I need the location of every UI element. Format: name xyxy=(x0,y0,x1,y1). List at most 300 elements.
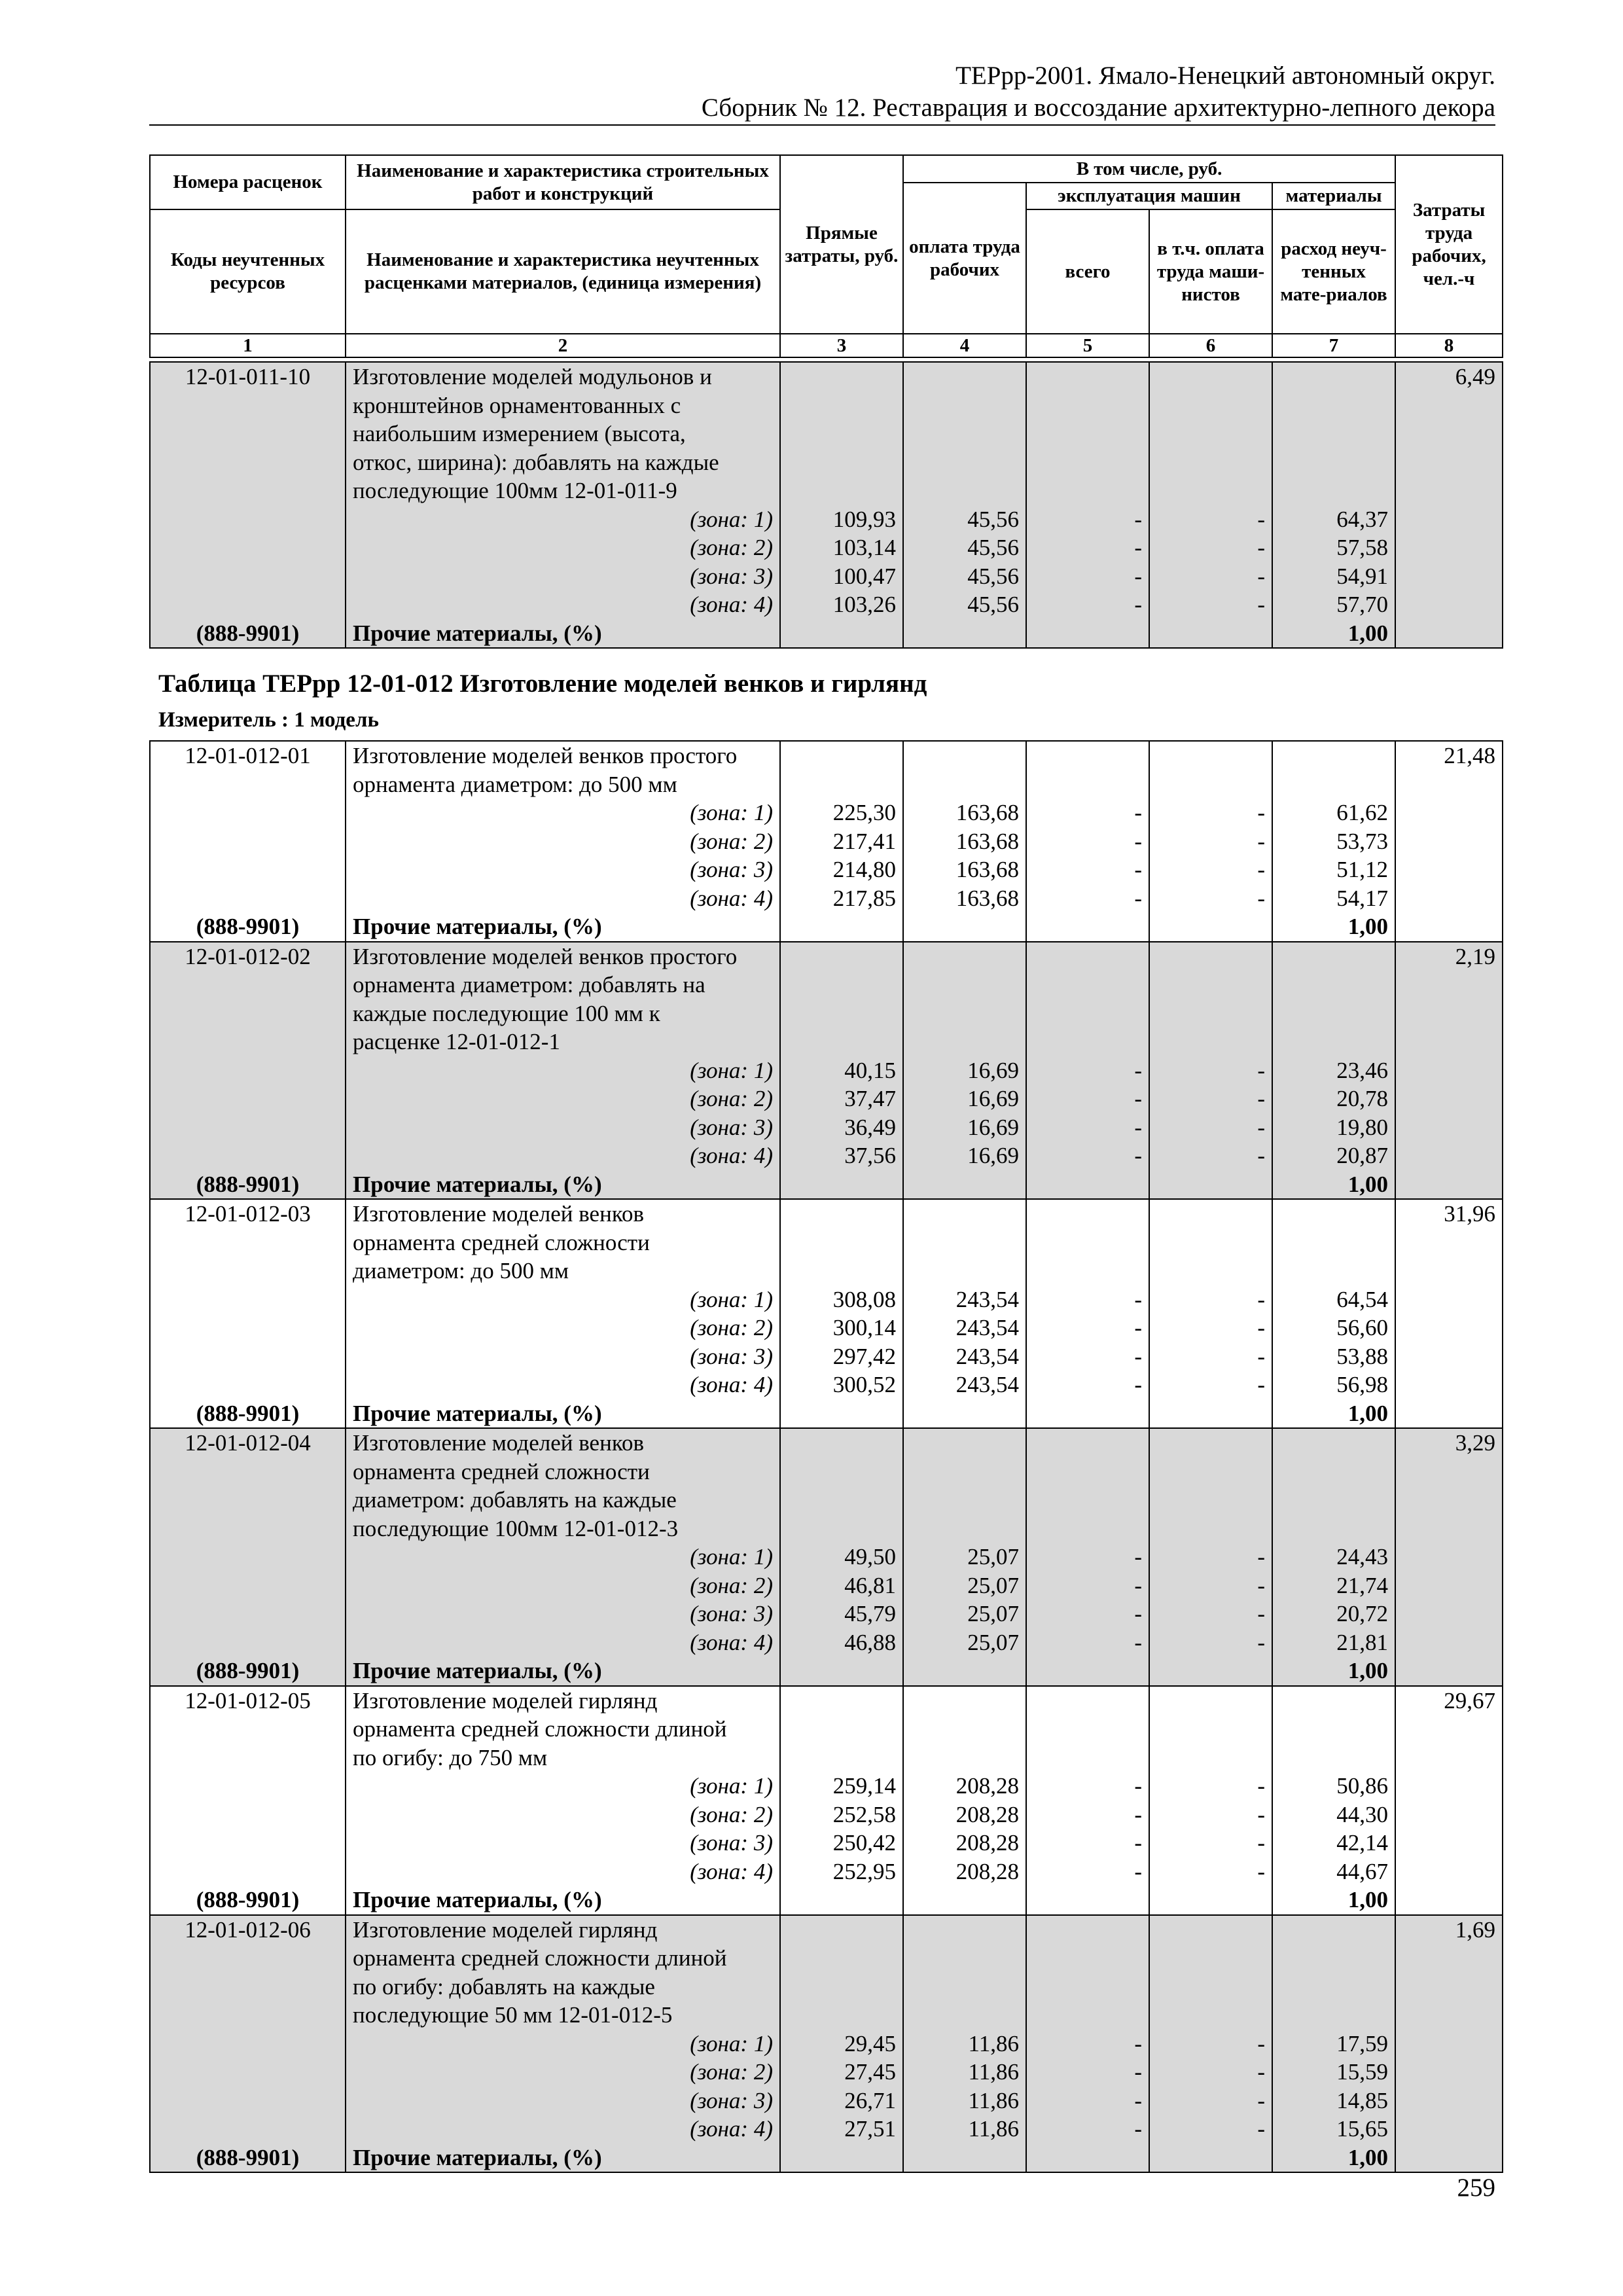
machinist-wage: - xyxy=(1149,1772,1272,1801)
empty-cell xyxy=(150,1056,346,1085)
empty-cell xyxy=(903,1399,1026,1429)
empty-cell xyxy=(150,827,346,856)
empty-cell xyxy=(1395,1028,1503,1056)
empty-cell xyxy=(1395,2115,1503,2144)
rate-description-row xyxy=(150,741,1503,770)
empty-cell xyxy=(1026,1515,1149,1543)
empty-cell xyxy=(150,1486,346,1515)
wage-cost: 16,69 xyxy=(903,1056,1026,1085)
col-number-5: 5 xyxy=(1026,334,1149,357)
materials-cost: 19,80 xyxy=(1272,1113,1395,1142)
rate-description-row xyxy=(150,1486,1503,1515)
empty-cell xyxy=(1026,912,1149,942)
empty-cell xyxy=(1395,999,1503,1028)
zone-label: (зона: 1) xyxy=(346,798,780,827)
empty-cell xyxy=(1149,1515,1272,1543)
machine-total: - xyxy=(1026,505,1149,534)
empty-cell xyxy=(1395,1973,1503,2001)
col-number-6: 6 xyxy=(1149,334,1272,357)
rate-code: 12-01-012-03 xyxy=(150,1199,346,1229)
zone-row xyxy=(150,827,1503,856)
rate-code: 12-01-012-05 xyxy=(150,1686,346,1715)
machine-total: - xyxy=(1026,1543,1149,1571)
zone-label: (зона: 1) xyxy=(346,1772,780,1801)
zone-row xyxy=(150,2030,1503,2058)
empty-cell xyxy=(1395,1857,1503,1886)
empty-cell xyxy=(780,999,903,1028)
col-number-4: 4 xyxy=(903,334,1026,357)
empty-cell xyxy=(780,1458,903,1486)
materials-cost: 57,70 xyxy=(1272,590,1395,619)
empty-cell xyxy=(1395,770,1503,799)
empty-cell xyxy=(1395,1458,1503,1486)
labor-cost: 2,19 xyxy=(1395,942,1503,971)
zone-row xyxy=(150,1371,1503,1399)
wage-cost: 208,28 xyxy=(903,1829,1026,1857)
materials-cost: 44,67 xyxy=(1272,1857,1395,1886)
machinist-wage: - xyxy=(1149,590,1272,619)
rate-description-line: диаметром: до 500 мм xyxy=(346,1257,780,1285)
empty-cell xyxy=(1395,2001,1503,2030)
empty-cell xyxy=(1395,971,1503,999)
direct-cost: 252,95 xyxy=(780,1857,903,1886)
machinist-wage: - xyxy=(1149,798,1272,827)
empty-cell xyxy=(780,1257,903,1285)
misc-materials-row xyxy=(150,1399,1503,1429)
machine-total: - xyxy=(1026,1829,1149,1857)
empty-cell xyxy=(780,770,903,799)
empty-cell xyxy=(150,1772,346,1801)
empty-cell xyxy=(1026,1973,1149,2001)
rate-description-row xyxy=(150,942,1503,971)
direct-cost: 103,14 xyxy=(780,533,903,562)
empty-cell xyxy=(1395,1170,1503,1200)
empty-cell xyxy=(1395,391,1503,420)
wage-cost: 45,56 xyxy=(903,590,1026,619)
zone-label: (зона: 4) xyxy=(346,884,780,913)
empty-cell xyxy=(150,1829,346,1857)
machine-total: - xyxy=(1026,1600,1149,1628)
empty-cell xyxy=(1149,770,1272,799)
empty-cell xyxy=(903,999,1026,1028)
zone-row xyxy=(150,1285,1503,1314)
rate-description-line: Изготовление моделей венков простого xyxy=(346,942,780,971)
empty-cell xyxy=(1149,448,1272,477)
empty-cell xyxy=(903,1886,1026,1915)
empty-cell xyxy=(150,1113,346,1142)
materials-cost: 50,86 xyxy=(1272,1772,1395,1801)
rates-table-header xyxy=(149,154,1503,358)
machinist-wage: - xyxy=(1149,2030,1272,2058)
empty-cell xyxy=(1395,1944,1503,1973)
materials-cost: 54,91 xyxy=(1272,562,1395,591)
empty-cell xyxy=(1026,942,1149,971)
empty-cell xyxy=(1395,798,1503,827)
empty-cell xyxy=(1149,1399,1272,1429)
empty-cell xyxy=(1026,619,1149,649)
empty-cell xyxy=(150,2115,346,2144)
wage-cost: 163,68 xyxy=(903,827,1026,856)
empty-cell xyxy=(1149,942,1272,971)
machine-total: - xyxy=(1026,1772,1149,1801)
machine-total: - xyxy=(1026,1056,1149,1085)
machine-total: - xyxy=(1026,2058,1149,2087)
empty-cell xyxy=(150,1973,346,2001)
materials-cost: 51,12 xyxy=(1272,855,1395,884)
zone-row xyxy=(150,562,1503,591)
empty-cell xyxy=(1395,827,1503,856)
empty-cell xyxy=(903,912,1026,942)
machinist-wage: - xyxy=(1149,1829,1272,1857)
rate-description-line: кронштейнов орнаментованных с xyxy=(346,391,780,420)
empty-cell xyxy=(1395,1543,1503,1571)
misc-materials-row xyxy=(150,912,1503,942)
empty-cell xyxy=(1395,2058,1503,2087)
zone-row xyxy=(150,2115,1503,2144)
rate-description-row xyxy=(150,1744,1503,1772)
empty-cell xyxy=(150,1628,346,1657)
empty-cell xyxy=(903,1657,1026,1686)
zone-row xyxy=(150,884,1503,913)
wage-cost: 208,28 xyxy=(903,1857,1026,1886)
machinist-wage: - xyxy=(1149,505,1272,534)
empty-cell xyxy=(1272,420,1395,448)
zone-row xyxy=(150,1113,1503,1142)
wage-cost: 243,54 xyxy=(903,1371,1026,1399)
direct-cost: 300,52 xyxy=(780,1371,903,1399)
empty-cell xyxy=(1272,999,1395,1028)
empty-cell xyxy=(150,1085,346,1113)
misc-materials-label: Прочие материалы, (%) xyxy=(346,912,780,942)
rate-description-line: каждые последующие 100 мм к xyxy=(346,999,780,1028)
empty-cell xyxy=(1395,1801,1503,1829)
empty-cell xyxy=(1026,1170,1149,1200)
machinist-wage: - xyxy=(1149,1342,1272,1371)
empty-cell xyxy=(1395,1715,1503,1744)
empty-cell xyxy=(903,1028,1026,1056)
rate-description-row xyxy=(150,1915,1503,1945)
empty-cell xyxy=(1149,391,1272,420)
zone-row xyxy=(150,1085,1503,1113)
misc-materials-row xyxy=(150,1886,1503,1915)
wage-cost: 243,54 xyxy=(903,1342,1026,1371)
empty-cell xyxy=(780,1229,903,1257)
col-direct-costs: Прямые затраты, руб. xyxy=(780,155,903,334)
machine-total: - xyxy=(1026,827,1149,856)
labor-cost: 6,49 xyxy=(1395,362,1503,391)
empty-cell xyxy=(1149,1686,1272,1715)
machine-total: - xyxy=(1026,1141,1149,1170)
empty-cell xyxy=(1272,2001,1395,2030)
materials-cost: 42,14 xyxy=(1272,1829,1395,1857)
materials-cost: 57,58 xyxy=(1272,533,1395,562)
rate-description-line: орнамента средней сложности xyxy=(346,1458,780,1486)
empty-cell xyxy=(1026,1886,1149,1915)
empty-cell xyxy=(903,2144,1026,2173)
zone-label: (зона: 2) xyxy=(346,1085,780,1113)
empty-cell xyxy=(903,1915,1026,1945)
empty-cell xyxy=(780,942,903,971)
empty-cell xyxy=(1149,619,1272,649)
zone-row xyxy=(150,1772,1503,1801)
empty-cell xyxy=(1026,1915,1149,1945)
col-wages: оплата труда рабочих xyxy=(903,183,1026,334)
direct-cost: 36,49 xyxy=(780,1113,903,1142)
empty-cell xyxy=(1272,1486,1395,1515)
empty-cell xyxy=(1149,971,1272,999)
empty-cell xyxy=(150,1458,346,1486)
machine-total: - xyxy=(1026,1285,1149,1314)
machinist-wage: - xyxy=(1149,1543,1272,1571)
materials-cost: 64,37 xyxy=(1272,505,1395,534)
empty-cell xyxy=(903,741,1026,770)
empty-cell xyxy=(780,1399,903,1429)
wage-cost: 208,28 xyxy=(903,1801,1026,1829)
rate-description-row xyxy=(150,1686,1503,1715)
zone-label: (зона: 4) xyxy=(346,2115,780,2144)
empty-cell xyxy=(150,2001,346,2030)
empty-cell xyxy=(1026,362,1149,391)
machine-total: - xyxy=(1026,1857,1149,1886)
empty-cell xyxy=(150,1543,346,1571)
empty-cell xyxy=(1395,1657,1503,1686)
machinist-wage: - xyxy=(1149,1371,1272,1399)
machinist-wage: - xyxy=(1149,1314,1272,1342)
col-machinist-wages: в т.ч. оплата труда маши-нистов xyxy=(1149,209,1272,334)
direct-cost: 29,45 xyxy=(780,2030,903,2058)
machinist-wage: - xyxy=(1149,1857,1272,1886)
empty-cell xyxy=(1026,1028,1149,1056)
rate-description-row xyxy=(150,420,1503,448)
empty-cell xyxy=(903,1944,1026,1973)
zone-label: (зона: 4) xyxy=(346,1628,780,1657)
zone-label: (зона: 3) xyxy=(346,1600,780,1628)
empty-cell xyxy=(1149,1657,1272,1686)
running-header-title: ТЕРрр-2001. Ямало-Ненецкий автономный округ. xyxy=(955,62,1495,90)
empty-cell xyxy=(150,770,346,799)
empty-cell xyxy=(1272,741,1395,770)
empty-cell xyxy=(1395,2030,1503,2058)
empty-cell xyxy=(150,1314,346,1342)
empty-cell xyxy=(780,1744,903,1772)
rate-description-line: Изготовление моделей венков xyxy=(346,1428,780,1458)
empty-cell xyxy=(1026,1458,1149,1486)
rate-description-row xyxy=(150,2001,1503,2030)
col-number-3: 3 xyxy=(780,334,903,357)
empty-cell xyxy=(1026,1715,1149,1744)
wage-cost: 45,56 xyxy=(903,533,1026,562)
col-number-8: 8 xyxy=(1395,334,1503,357)
machinist-wage: - xyxy=(1149,1085,1272,1113)
direct-cost: 217,85 xyxy=(780,884,903,913)
machinist-wage: - xyxy=(1149,1571,1272,1600)
zone-label: (зона: 1) xyxy=(346,505,780,534)
empty-cell xyxy=(1395,1628,1503,1657)
wage-cost: 25,07 xyxy=(903,1543,1026,1571)
empty-cell xyxy=(1395,1600,1503,1628)
empty-cell xyxy=(780,1886,903,1915)
empty-cell xyxy=(1395,855,1503,884)
materials-cost: 21,81 xyxy=(1272,1628,1395,1657)
empty-cell xyxy=(1026,420,1149,448)
zone-label: (зона: 1) xyxy=(346,2030,780,2058)
direct-cost: 40,15 xyxy=(780,1056,903,1085)
machine-total: - xyxy=(1026,884,1149,913)
empty-cell xyxy=(150,505,346,534)
machine-total: - xyxy=(1026,1801,1149,1829)
misc-materials-value: 1,00 xyxy=(1272,1657,1395,1686)
empty-cell xyxy=(1395,1486,1503,1515)
empty-cell xyxy=(1149,1028,1272,1056)
zone-row xyxy=(150,533,1503,562)
empty-cell xyxy=(903,391,1026,420)
empty-cell xyxy=(150,562,346,591)
empty-cell xyxy=(1395,448,1503,477)
empty-cell xyxy=(1272,362,1395,391)
materials-cost: 56,60 xyxy=(1272,1314,1395,1342)
empty-cell xyxy=(1149,1973,1272,2001)
empty-cell xyxy=(1395,1056,1503,1085)
wage-cost: 25,07 xyxy=(903,1600,1026,1628)
empty-cell xyxy=(780,1515,903,1543)
empty-cell xyxy=(150,884,346,913)
empty-cell xyxy=(150,2058,346,2087)
wage-cost: 11,86 xyxy=(903,2087,1026,2115)
empty-cell xyxy=(1026,2001,1149,2030)
empty-cell xyxy=(1395,912,1503,942)
empty-cell xyxy=(903,2001,1026,2030)
zone-label: (зона: 4) xyxy=(346,1141,780,1170)
empty-cell xyxy=(1149,1886,1272,1915)
col-machine-exploitation: эксплуатация машин xyxy=(1026,183,1272,209)
zone-row xyxy=(150,1571,1503,1600)
machinist-wage: - xyxy=(1149,1628,1272,1657)
direct-cost: 37,56 xyxy=(780,1141,903,1170)
zone-row xyxy=(150,2087,1503,2115)
zone-row xyxy=(150,1056,1503,1085)
misc-materials-row xyxy=(150,619,1503,649)
direct-cost: 103,26 xyxy=(780,590,903,619)
empty-cell xyxy=(1026,1428,1149,1458)
direct-cost: 250,42 xyxy=(780,1829,903,1857)
misc-materials-label: Прочие материалы, (%) xyxy=(346,1657,780,1686)
zone-label: (зона: 3) xyxy=(346,2087,780,2115)
empty-cell xyxy=(903,420,1026,448)
empty-cell xyxy=(150,1744,346,1772)
misc-materials-value: 1,00 xyxy=(1272,1886,1395,1915)
rate-description-line: диаметром: добавлять на каждые xyxy=(346,1486,780,1515)
labor-cost: 3,29 xyxy=(1395,1428,1503,1458)
rate-description-row xyxy=(150,362,1503,391)
labor-cost: 31,96 xyxy=(1395,1199,1503,1229)
rate-description-line: орнамента средней сложности длиной xyxy=(346,1944,780,1973)
resource-code: (888-9901) xyxy=(150,1657,346,1686)
machine-total: - xyxy=(1026,1342,1149,1371)
empty-cell xyxy=(150,1028,346,1056)
direct-cost: 217,41 xyxy=(780,827,903,856)
empty-cell xyxy=(150,855,346,884)
empty-cell xyxy=(1026,391,1149,420)
empty-cell xyxy=(1272,1715,1395,1744)
empty-cell xyxy=(1395,1515,1503,1543)
empty-cell xyxy=(1026,476,1149,505)
wage-cost: 243,54 xyxy=(903,1285,1026,1314)
empty-cell xyxy=(150,590,346,619)
zone-row xyxy=(150,1314,1503,1342)
empty-cell xyxy=(150,1857,346,1886)
rate-description-line: последующие 100мм 12-01-012-3 xyxy=(346,1515,780,1543)
empty-cell xyxy=(903,942,1026,971)
empty-cell xyxy=(150,798,346,827)
zone-label: (зона: 2) xyxy=(346,1571,780,1600)
rate-description-line: по огибу: до 750 мм xyxy=(346,1744,780,1772)
empty-cell xyxy=(150,533,346,562)
empty-cell xyxy=(780,2144,903,2173)
empty-cell xyxy=(903,1686,1026,1715)
direct-cost: 45,79 xyxy=(780,1600,903,1628)
resource-code: (888-9901) xyxy=(150,1886,346,1915)
machine-total: - xyxy=(1026,1571,1149,1600)
zone-row xyxy=(150,798,1503,827)
machine-total: - xyxy=(1026,798,1149,827)
rate-description-row xyxy=(150,1715,1503,1744)
empty-cell xyxy=(780,1915,903,1945)
rate-description-line: наибольшим измерением (высота, xyxy=(346,420,780,448)
wage-cost: 208,28 xyxy=(903,1772,1026,1801)
zone-row xyxy=(150,1628,1503,1657)
empty-cell xyxy=(1395,1229,1503,1257)
rates-table xyxy=(149,740,1503,2173)
machine-total: - xyxy=(1026,1314,1149,1342)
wage-cost: 163,68 xyxy=(903,884,1026,913)
materials-cost: 64,54 xyxy=(1272,1285,1395,1314)
empty-cell xyxy=(1026,1657,1149,1686)
empty-cell xyxy=(1149,912,1272,942)
empty-cell xyxy=(1149,2144,1272,2173)
empty-cell xyxy=(150,2087,346,2115)
misc-materials-value: 1,00 xyxy=(1272,619,1395,649)
rate-description-line: откос, ширина): добавлять на каждые xyxy=(346,448,780,477)
empty-cell xyxy=(1395,1285,1503,1314)
zone-label: (зона: 1) xyxy=(346,1056,780,1085)
empty-cell xyxy=(903,1229,1026,1257)
empty-cell xyxy=(1395,1342,1503,1371)
empty-cell xyxy=(1026,2144,1149,2173)
empty-cell xyxy=(150,448,346,477)
empty-cell xyxy=(1149,476,1272,505)
wage-cost: 11,86 xyxy=(903,2030,1026,2058)
materials-cost: 21,74 xyxy=(1272,1571,1395,1600)
misc-materials-value: 1,00 xyxy=(1272,2144,1395,2173)
empty-cell xyxy=(1272,1744,1395,1772)
machinist-wage: - xyxy=(1149,562,1272,591)
zone-row xyxy=(150,1543,1503,1571)
misc-materials-value: 1,00 xyxy=(1272,1399,1395,1429)
empty-cell xyxy=(1149,1486,1272,1515)
empty-cell xyxy=(903,1257,1026,1285)
header-rule xyxy=(149,124,1495,126)
machine-total: - xyxy=(1026,590,1149,619)
empty-cell xyxy=(1149,362,1272,391)
rate-description-row xyxy=(150,1257,1503,1285)
labor-cost: 29,67 xyxy=(1395,1686,1503,1715)
empty-cell xyxy=(1026,448,1149,477)
col-number-2: 2 xyxy=(346,334,780,357)
direct-cost: 214,80 xyxy=(780,855,903,884)
zone-row xyxy=(150,1857,1503,1886)
rate-description-line: последующие 50 мм 12-01-012-5 xyxy=(346,2001,780,2030)
rate-description-row xyxy=(150,1515,1503,1543)
